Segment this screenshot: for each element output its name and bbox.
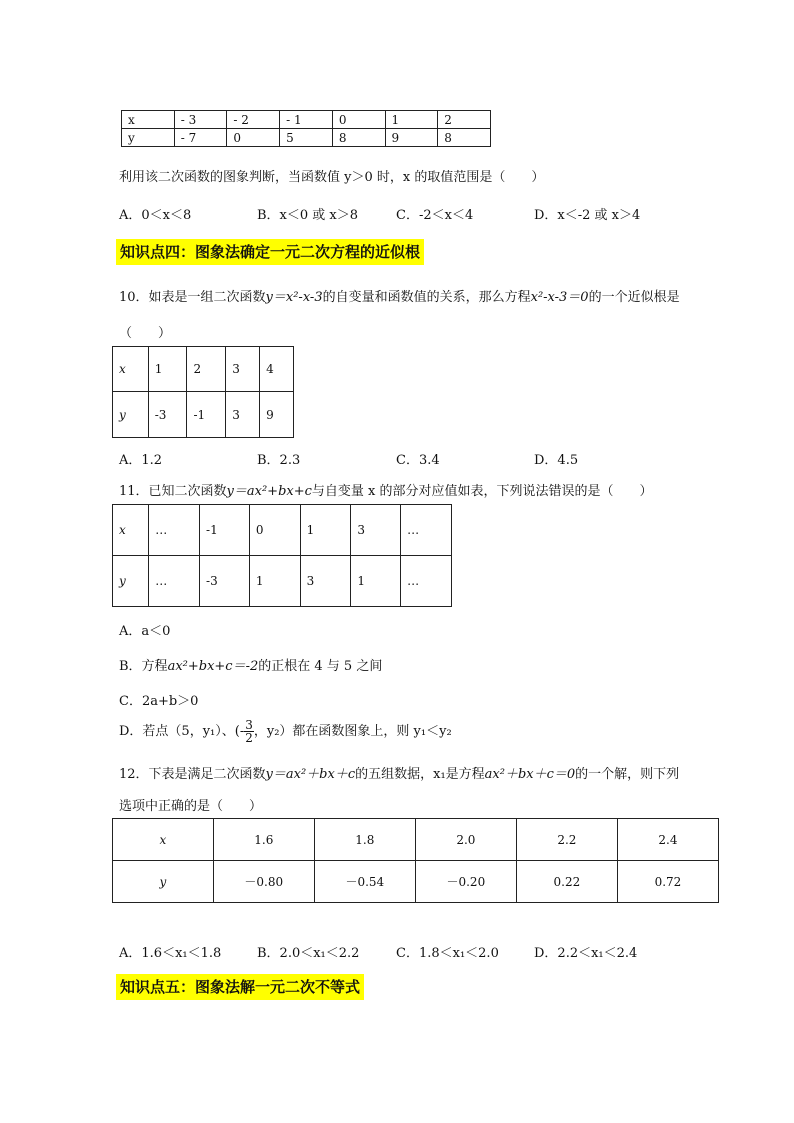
table-q10 [112, 346, 294, 438]
table-cell: 1 [148, 347, 187, 392]
table-cell: 2.4 [617, 819, 718, 861]
table-cell: －0.20 [415, 861, 516, 903]
table-cell: 8 [332, 129, 385, 147]
table-cell-var: y [119, 407, 126, 422]
q11-optd-post: ，y₂）都在函数图象上，则 y₁＜y₂ [253, 724, 452, 739]
table-cell: -1 [187, 392, 226, 438]
table-cell: 1.8 [314, 819, 415, 861]
table-cell: 8 [438, 129, 491, 147]
table-cell [113, 556, 149, 607]
option-a: A．1.2 [119, 453, 163, 468]
option-d: D．4.5 [534, 453, 579, 468]
option-c: C．1.8＜x₁＜2.0 [396, 946, 499, 961]
table-cell: … [149, 556, 200, 607]
q10-number: 10．如表是一组二次函数 [119, 290, 266, 305]
option-b: B．2.3 [257, 453, 301, 468]
table-row [113, 392, 294, 438]
table-cell: 2 [187, 347, 226, 392]
table-cell: x [122, 111, 175, 129]
table-cell-var: x [119, 523, 126, 537]
table-cell: 2 [438, 111, 491, 129]
table-cell: 1 [351, 556, 401, 607]
option-c: C．-2＜x＜4 [396, 208, 474, 223]
q12-equation: ax²＋bx＋c＝0 [484, 767, 576, 782]
table-cell: 0 [332, 111, 385, 129]
table-cell [113, 819, 214, 861]
q11-function: y＝ax²+bx+c [226, 484, 312, 499]
table-cell: 4 [260, 347, 294, 392]
option-b: B．x＜0 或 x＞8 [257, 208, 359, 223]
table-cell: －0.80 [213, 861, 314, 903]
table-cell: 3 [226, 392, 260, 438]
q11-optb-eq: ax²+bx+c＝-2 [167, 659, 259, 674]
table-q12 [112, 818, 719, 903]
q12-pre: 12．下表是满足二次函数 [119, 767, 266, 782]
question-12-stem-line2: 选项中正确的是（ ） [119, 799, 263, 814]
q10-equation: x²-x-3＝0 [530, 290, 589, 305]
option-d [119, 719, 452, 744]
q10-function: y＝x²-x-3 [265, 290, 323, 305]
table-cell: - 7 [174, 129, 227, 147]
table-cell: 1 [300, 505, 351, 556]
q11-optb-post: 的正根在 4 与 5 之间 [258, 659, 383, 674]
option-d: D．x＜-2 或 x＞4 [534, 208, 641, 223]
question-stem: 利用该二次函数的图象判断，当函数值 y＞0 时，x 的取值范围是（ ） [119, 170, 545, 185]
table-cell: … [149, 505, 200, 556]
option-c: C．2a+b＞0 [119, 694, 199, 709]
question-11-stem [119, 480, 653, 499]
q11-optd-pre: D．若点（5，y₁）、(- [119, 724, 245, 739]
table-cell: 0 [227, 129, 280, 147]
q12-function: y＝ax²＋bx＋c [265, 767, 356, 782]
table-top [121, 110, 491, 147]
option-b [119, 655, 382, 674]
table-cell: 1 [249, 556, 300, 607]
option-a: A．a＜0 [119, 624, 171, 639]
option-d: D．2.2＜x₁＜2.4 [534, 946, 638, 961]
question-12-stem [119, 763, 679, 782]
table-cell: y [122, 129, 175, 147]
table-row [113, 819, 719, 861]
table-cell: 9 [385, 129, 438, 147]
table-cell: 3 [351, 505, 401, 556]
table-row [113, 556, 452, 607]
fraction-numerator: 3 [245, 718, 253, 732]
table-cell: -3 [200, 556, 250, 607]
option-a: A．1.6＜x₁＜1.8 [119, 946, 222, 961]
table-cell-var: x [159, 832, 167, 847]
section-heading-5: 知识点五：图象法解一元二次不等式 [116, 974, 364, 1000]
table-cell-var: y [119, 574, 126, 588]
q11-optb-pre: B．方程 [119, 659, 168, 674]
table-cell-var: x [119, 362, 126, 376]
option-a: A．0＜x＜8 [119, 208, 192, 223]
q10-mid: 的自变量和函数值的关系，那么方程 [322, 290, 531, 305]
table-row [113, 861, 719, 903]
table-cell: … [401, 505, 452, 556]
table-cell: －0.54 [314, 861, 415, 903]
table-cell: 0.22 [516, 861, 617, 903]
table-cell: 0.72 [617, 861, 718, 903]
table-row [113, 505, 452, 556]
table-cell [113, 347, 149, 392]
table-cell: 1.6 [213, 819, 314, 861]
table-cell: 3 [300, 556, 351, 607]
fraction-denominator: 2 [245, 731, 253, 745]
q10-answer-paren: （ ） [119, 326, 172, 341]
table-cell-var: y [159, 874, 167, 889]
table-cell: - 2 [227, 111, 280, 129]
table-row [122, 111, 491, 129]
table-cell: - 1 [280, 111, 333, 129]
table-row [122, 129, 491, 147]
question-10-stem [119, 286, 680, 305]
table-row [113, 347, 294, 392]
table-cell [113, 392, 149, 438]
table-cell: 5 [280, 129, 333, 147]
table-cell [113, 861, 214, 903]
table-cell: 2.0 [415, 819, 516, 861]
table-cell: 0 [249, 505, 300, 556]
q11-tail: 与自变量 x 的部分对应值如表，下列说法错误的是（ ） [311, 484, 653, 499]
option-c: C．3.4 [396, 453, 440, 468]
fraction [244, 719, 254, 744]
table-cell: -1 [200, 505, 250, 556]
table-cell: 1 [385, 111, 438, 129]
q11-number: 11．已知二次函数 [119, 484, 227, 499]
q10-tail: 的一个近似根是 [588, 290, 680, 305]
table-cell: 2.2 [516, 819, 617, 861]
table-q11 [112, 504, 452, 607]
table-cell: 9 [260, 392, 294, 438]
table-cell: - 3 [174, 111, 227, 129]
q12-mid: 的五组数据，x₁是方程 [355, 767, 485, 782]
table-cell: … [401, 556, 452, 607]
option-b: B．2.0＜x₁＜2.2 [257, 946, 360, 961]
table-cell: -3 [148, 392, 187, 438]
section-heading-4: 知识点四：图象法确定一元二次方程的近似根 [116, 239, 424, 265]
q12-tail: 的一个解，则下列 [575, 767, 680, 782]
table-cell [113, 505, 149, 556]
table-cell: 3 [226, 347, 260, 392]
